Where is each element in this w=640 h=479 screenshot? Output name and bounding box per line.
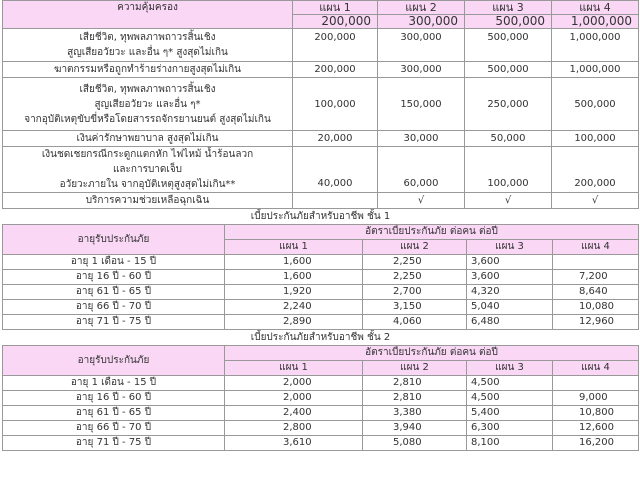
- premium-value: 3,600: [467, 270, 553, 285]
- premium-value: 7,200: [553, 270, 639, 285]
- coverage-value: 1,000,000: [552, 29, 639, 62]
- premium-value: 12,600: [553, 421, 639, 436]
- table-row: [3, 255, 639, 270]
- premium-table-class-2: [2, 330, 639, 451]
- coverage-table: [2, 0, 639, 209]
- premium-value: 2,700: [363, 285, 467, 300]
- premium-value: 2,000: [225, 391, 363, 406]
- coverage-line: บริการความช่วยเหลือฉุกเฉิน: [3, 193, 293, 209]
- premium-value: 10,800: [553, 406, 639, 421]
- coverage-header-row: [3, 1, 639, 15]
- coverage-line: เงินชดเชยกรณีกระดูกแตกหัก ไฟไหม้ น้ำร้อนลวก: [41, 149, 254, 160]
- coverage-value: 500,000: [465, 29, 552, 62]
- premium-value: 4,060: [363, 315, 467, 330]
- premium-value: 3,940: [363, 421, 467, 436]
- premium-value: [553, 376, 639, 391]
- table-row: [3, 315, 639, 330]
- premium-value: 8,100: [467, 436, 553, 451]
- coverage-line: สูญเสียอวัยวะ และอื่น ๆ*: [94, 98, 201, 110]
- plan-amount: 200,000: [293, 15, 378, 29]
- coverage-line: ฆาตกรรมหรือถูกทำร้ายร่างกายสูงสุดไม่เกิน: [3, 62, 293, 78]
- premium-value: 4,500: [467, 391, 553, 406]
- premium-value: 2,240: [225, 300, 363, 315]
- premium-value: 16,200: [553, 436, 639, 451]
- premium-value: 3,380: [363, 406, 467, 421]
- coverage-row: [3, 131, 639, 147]
- coverage-label: ความคุ้มครอง: [3, 1, 293, 29]
- table-row: [3, 300, 639, 315]
- coverage-value: 100,000: [293, 78, 378, 131]
- plan-header: แผน 3: [467, 361, 553, 376]
- plan-header: แผน 4: [552, 1, 639, 15]
- premium-value: 1,920: [225, 285, 363, 300]
- premium-value: 3,150: [363, 300, 467, 315]
- coverage-value: 200,000: [293, 62, 378, 78]
- age-range: อายุ 71 ปี - 75 ปี: [3, 436, 225, 451]
- table-row: [3, 406, 639, 421]
- premium-value: 2,400: [225, 406, 363, 421]
- coverage-line: อวัยวะภายใน จากอุบัติเหตุสูงสุดไม่เกิน**: [59, 179, 236, 190]
- section-title: เบี้ยประกันภัยสำหรับอาชีพ ชั้น 2: [250, 332, 391, 343]
- age-range: อายุ 66 ปี - 70 ปี: [3, 300, 225, 315]
- table-row: [3, 391, 639, 406]
- premium-value: 2,810: [363, 376, 467, 391]
- age-range: อายุ 61 ปี - 65 ปี: [3, 406, 225, 421]
- age-range: อายุ 71 ปี - 75 ปี: [3, 315, 225, 330]
- age-range: อายุ 61 ปี - 65 ปี: [3, 285, 225, 300]
- plan-header: แผน 2: [363, 240, 467, 255]
- plan-header: แผน 2: [378, 1, 465, 15]
- age-label: อายุรับประกันภัย: [3, 346, 225, 376]
- premium-value: 6,300: [467, 421, 553, 436]
- premium-value: 2,800: [225, 421, 363, 436]
- age-range: อายุ 16 ปี - 60 ปี: [3, 270, 225, 285]
- coverage-value: [293, 193, 378, 209]
- premium-value: 10,080: [553, 300, 639, 315]
- coverage-description: [3, 29, 293, 62]
- checkmark: √: [465, 193, 552, 209]
- coverage-row: [3, 29, 639, 62]
- coverage-value: 100,000: [465, 147, 552, 193]
- plan-header: แผน 3: [465, 1, 552, 15]
- plan-header: แผน 4: [553, 361, 639, 376]
- table-row: [3, 436, 639, 451]
- coverage-value: 250,000: [465, 78, 552, 131]
- plan-header: แผน 2: [363, 361, 467, 376]
- coverage-value: 100,000: [552, 131, 639, 147]
- coverage-value: 200,000: [552, 147, 639, 193]
- coverage-value: 40,000: [293, 147, 378, 193]
- coverage-row: [3, 62, 639, 78]
- coverage-description: [3, 147, 293, 193]
- premium-value: 8,640: [553, 285, 639, 300]
- coverage-value: 60,000: [378, 147, 465, 193]
- plan-amount: 500,000: [465, 15, 552, 29]
- plan-header: แผน 1: [225, 361, 363, 376]
- age-range: อายุ 16 ปี - 60 ปี: [3, 391, 225, 406]
- premium-value: 1,600: [225, 255, 363, 270]
- premium-value: 4,320: [467, 285, 553, 300]
- plan-header: แผน 4: [553, 240, 639, 255]
- coverage-row: [3, 78, 639, 131]
- coverage-value: 20,000: [293, 131, 378, 147]
- plan-header: แผน 1: [225, 240, 363, 255]
- coverage-value: 1,000,000: [552, 62, 639, 78]
- coverage-value: 30,000: [378, 131, 465, 147]
- premium-value: 1,600: [225, 270, 363, 285]
- table-row: [3, 376, 639, 391]
- table-row: [3, 270, 639, 285]
- coverage-value: 150,000: [378, 78, 465, 131]
- table-row: [3, 285, 639, 300]
- checkmark: √: [378, 193, 465, 209]
- premium-value: 5,400: [467, 406, 553, 421]
- coverage-row: [3, 193, 639, 209]
- coverage-value: 500,000: [465, 62, 552, 78]
- premium-value: 12,960: [553, 315, 639, 330]
- checkmark: √: [552, 193, 639, 209]
- section-title: เบี้ยประกันภัยสำหรับอาชีพ ชั้น 1: [250, 211, 391, 222]
- plan-amount: 1,000,000: [552, 15, 639, 29]
- premium-value: [553, 255, 639, 270]
- coverage-line: สูญเสียอวัยวะ และอื่น ๆ* สูงสุดไม่เกิน: [67, 47, 228, 58]
- premium-value: 2,000: [225, 376, 363, 391]
- age-range: อายุ 66 ปี - 70 ปี: [3, 421, 225, 436]
- premium-value: 2,890: [225, 315, 363, 330]
- plan-amount: 300,000: [378, 15, 465, 29]
- coverage-description: [3, 78, 293, 131]
- coverage-line: เงินค่ารักษาพยาบาล สูงสุดไม่เกิน: [3, 131, 293, 147]
- plan-header: แผน 3: [467, 240, 553, 255]
- premium-value: 6,480: [467, 315, 553, 330]
- coverage-line: เสียชีวิต, ทุพพลภาพถาวรสิ้นเชิง: [79, 83, 216, 95]
- premium-value: 5,040: [467, 300, 553, 315]
- age-range: อายุ 1 เดือน - 15 ปี: [3, 255, 225, 270]
- rate-label: อัตราเบี้ยประกันภัย ต่อคน ต่อปี: [225, 346, 639, 361]
- coverage-value: 300,000: [378, 62, 465, 78]
- coverage-value: 500,000: [552, 78, 639, 131]
- premium-table-class-1: [2, 209, 639, 330]
- rate-label: อัตราเบี้ยประกันภัย ต่อคน ต่อปี: [225, 225, 639, 240]
- coverage-value: 300,000: [378, 29, 465, 62]
- age-label: อายุรับประกันภัย: [3, 225, 225, 255]
- coverage-row: [3, 147, 639, 193]
- premium-value: 9,000: [553, 391, 639, 406]
- coverage-value: 50,000: [465, 131, 552, 147]
- plan-header: แผน 1: [293, 1, 378, 15]
- coverage-line: และการบาดเจ็บ: [112, 164, 183, 175]
- coverage-value: 200,000: [293, 29, 378, 62]
- premium-value: 3,610: [225, 436, 363, 451]
- coverage-line: จากอุบัติเหตุขับขี่หรือโดยสารรถจักรยานยนต์ สูงสุดไม่เกิน: [24, 113, 271, 125]
- premium-value: 3,600: [467, 255, 553, 270]
- coverage-line: เสียชีวิต, ทุพพลภาพถาวรสิ้นเชิง: [79, 32, 216, 43]
- premium-value: 5,080: [363, 436, 467, 451]
- table-row: [3, 421, 639, 436]
- premium-value: 2,250: [363, 255, 467, 270]
- premium-value: 2,810: [363, 391, 467, 406]
- premium-value: 4,500: [467, 376, 553, 391]
- age-range: อายุ 1 เดือน - 15 ปี: [3, 376, 225, 391]
- premium-value: 2,250: [363, 270, 467, 285]
